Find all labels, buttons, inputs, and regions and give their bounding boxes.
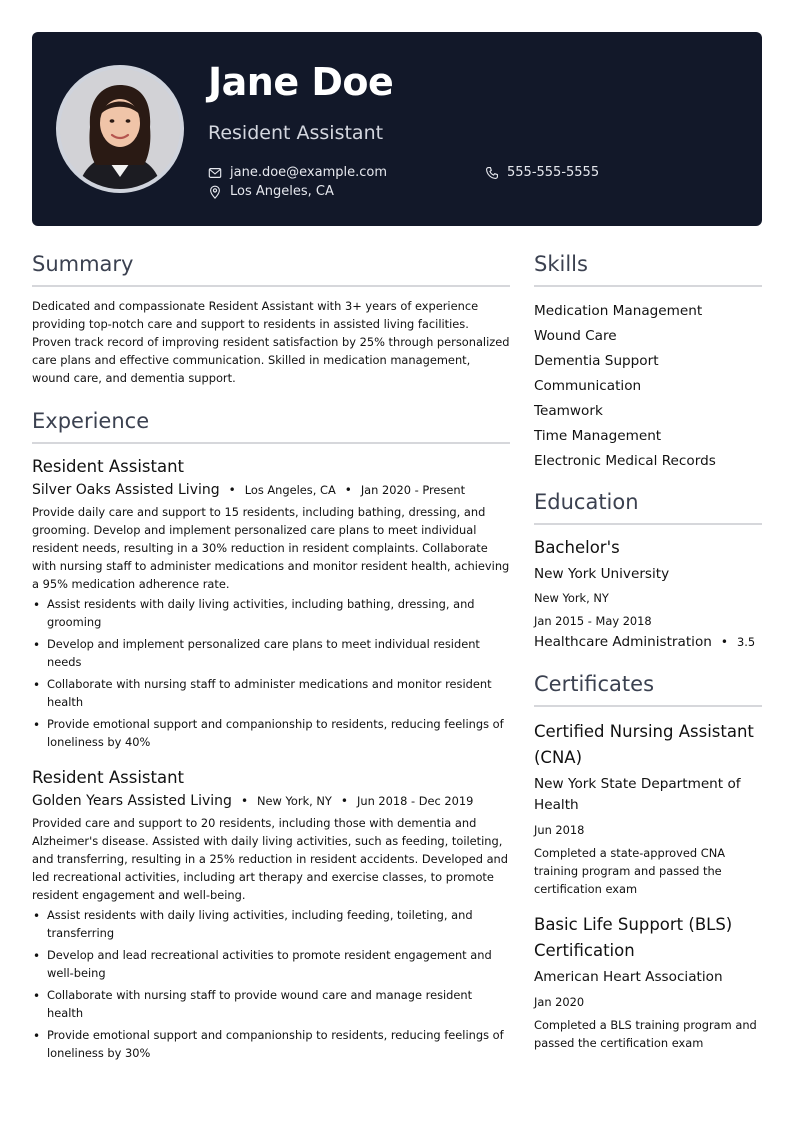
- job-meta: [32, 482, 510, 498]
- bullet-item: • Provide emotional support and companionship to residents, reducing feelings of loneliness by 40%: [32, 715, 510, 751]
- certificate-date: Jun 2018: [534, 823, 585, 837]
- certificate-description: Completed a state-approved CNA training program and passed the certification exam: [534, 846, 726, 896]
- right-column: [534, 252, 762, 1052]
- email-text: jane.doe@example.com: [230, 165, 388, 180]
- skills-heading: Skills: [534, 252, 762, 287]
- phone-icon: [485, 166, 499, 180]
- candidate-title: Resident Assistant: [208, 122, 384, 144]
- job-meta: [32, 793, 510, 809]
- skill-item: Communication: [534, 378, 642, 394]
- avatar: [56, 65, 184, 193]
- contact-phone[interactable]: [485, 165, 599, 180]
- bullet-item: • Assist residents with daily living activities, including feeding, toileting, and transferring: [32, 906, 510, 942]
- resume-header: [32, 32, 762, 226]
- skill-item: Time Management: [534, 428, 662, 444]
- profile-photo: [60, 69, 180, 189]
- education-gpa: 3.5: [736, 635, 756, 649]
- education-dates: Jan 2015 - May 2018: [534, 614, 652, 628]
- bullet-item: • Develop and lead recreational activities to promote resident engagement and well-being: [32, 946, 510, 982]
- certificate-issuer: American Heart Association: [534, 969, 723, 985]
- education-school: New York University: [534, 566, 670, 582]
- job-dates: Jan 2020 - Present: [360, 483, 466, 497]
- job-location: Los Angeles, CA: [244, 483, 336, 497]
- skills-section: [534, 252, 762, 474]
- certificate-item: [534, 912, 762, 1052]
- education-field: Healthcare Administration: [534, 634, 712, 650]
- job-bullets: [32, 906, 510, 1062]
- summary-heading: Summary: [32, 252, 510, 287]
- skill-item: Dementia Support: [534, 353, 659, 369]
- bullet-item: • Provide emotional support and companionship to residents, reducing feelings of loneliness by 30%: [32, 1026, 510, 1062]
- certificate-title: Basic Life Support (BLS) Certification: [534, 915, 733, 960]
- experience-item: [32, 456, 510, 751]
- skill-item: Medication Management: [534, 303, 703, 319]
- bullet-item: • Develop and implement personalized care plans to meet individual resident needs: [32, 635, 510, 671]
- education-degree: Bachelor's: [534, 538, 620, 557]
- bullet-item: • Assist residents with daily living activities, including bathing, dressing, and grooming: [32, 595, 510, 631]
- skill-item: Wound Care: [534, 328, 617, 344]
- certificates-heading: Certificates: [534, 672, 762, 707]
- contact-location: [208, 184, 334, 199]
- phone-text: 555-555-5555: [507, 165, 600, 180]
- skill-item: Teamwork: [534, 403, 603, 419]
- skills-list: [534, 299, 762, 474]
- left-column: [32, 252, 510, 1066]
- job-description: Provide daily care and support to 15 residents, including bathing, dressing, and grooming. Develop and implement personalized care plans to meet individual resident needs, resulting in a 30% reduction in resident complaints. Collaborate with nursing staff to administer medications and monitor resident health, achieving a 95% medication adherence rate.: [32, 505, 510, 591]
- separator-dot: •: [240, 794, 249, 808]
- summary-section: [32, 252, 510, 387]
- job-description: Provided care and support to 20 residents, including those with dementia and Alzheimer's disease. Assisted with daily living activities, such as feeding, toileting, and transferring, resulting in a 25% reduction in resident accidents. Developed and led recreational activities, including art therapy and exercise classes, to promote resident engagement and well-being.: [32, 816, 509, 902]
- job-title: Resident Assistant: [32, 457, 185, 476]
- mail-icon: [208, 166, 222, 180]
- certificate-date: Jan 2020: [534, 995, 585, 1009]
- job-title: Resident Assistant: [32, 768, 185, 787]
- summary-text: Dedicated and compassionate Resident Assistant with 3+ years of experience providing top-notch care and support to residents in assisted living facilities. Proven track record of improving resident satisfaction by 25% through personalized care plans and effective communication. Skilled in medication management, wound care, and dementia support.: [32, 299, 510, 385]
- separator-dot: •: [340, 794, 348, 808]
- experience-section: [32, 409, 510, 1062]
- job-bullets: [32, 595, 510, 751]
- separator-dot: •: [720, 635, 728, 649]
- experience-item: [32, 767, 510, 1062]
- education-location: New York, NY: [534, 591, 609, 605]
- certificate-description: Completed a BLS training program and passed the certification exam: [534, 1018, 757, 1050]
- education-heading: Education: [534, 490, 762, 525]
- job-company: Golden Years Assisted Living: [32, 793, 232, 809]
- location-text: Los Angeles, CA: [230, 184, 334, 199]
- candidate-name: Jane Doe: [208, 60, 394, 104]
- certificate-title: Certified Nursing Assistant (CNA): [534, 722, 754, 767]
- job-dates: Jun 2018 - Dec 2019: [356, 794, 474, 808]
- skill-item: Electronic Medical Records: [534, 453, 716, 469]
- separator-dot: •: [344, 483, 352, 497]
- bullet-item: • Collaborate with nursing staff to administer medications and monitor resident health: [32, 675, 510, 711]
- job-company: Silver Oaks Assisted Living: [32, 482, 220, 498]
- experience-heading: Experience: [32, 409, 510, 444]
- map-pin-icon: [208, 185, 222, 199]
- contact-email[interactable]: [208, 165, 387, 180]
- education-field-row: [534, 634, 762, 650]
- bullet-item: • Collaborate with nursing staff to provide wound care and manage resident health: [32, 986, 510, 1022]
- education-section: [534, 490, 762, 650]
- certificate-item: [534, 719, 762, 898]
- certificate-issuer: New York State Department of Health: [534, 776, 741, 813]
- certificates-section: [534, 672, 762, 1052]
- separator-dot: •: [228, 483, 236, 497]
- job-location: New York, NY: [257, 794, 332, 808]
